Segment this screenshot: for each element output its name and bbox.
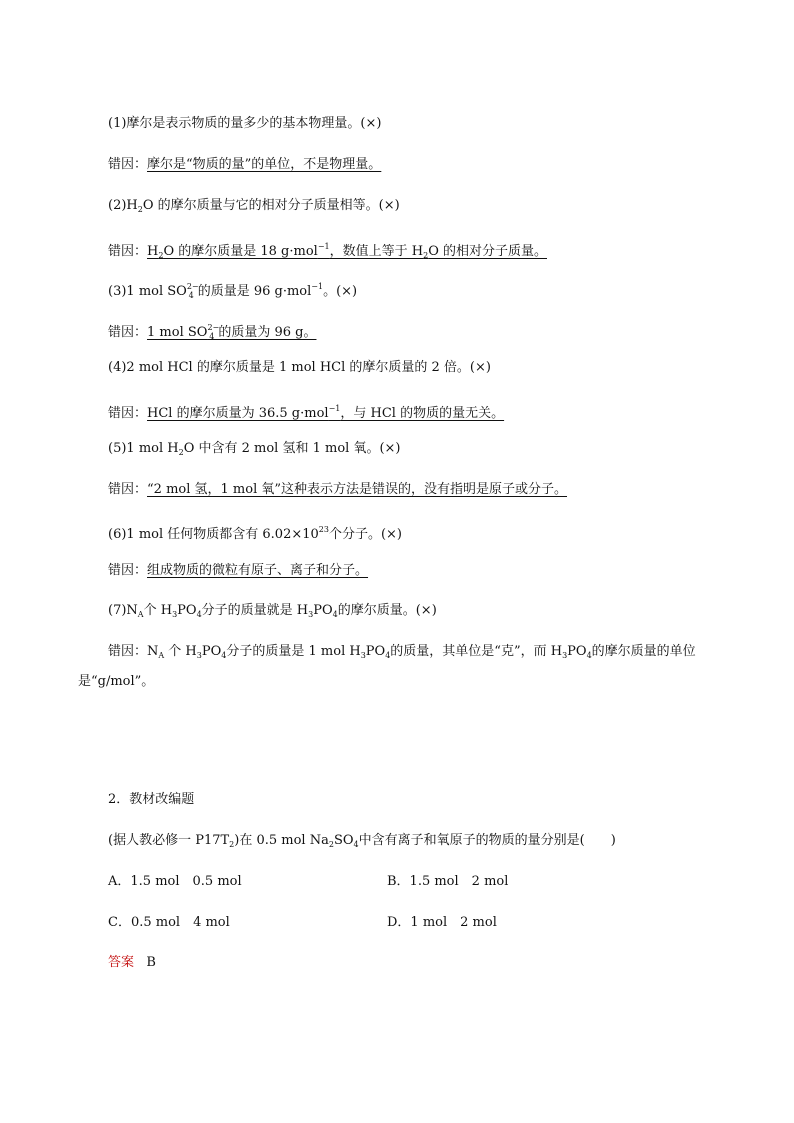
answer-value: B (146, 955, 156, 970)
reason-label: 错因： (108, 157, 148, 172)
reason-text: 1 mol $SO^{2-}_4$ 的质量为 96 g。 (147, 323, 317, 341)
option-d: D．1 mol 2 mol (387, 915, 497, 930)
item-2-reason (108, 239, 547, 264)
item-6-question: (6)1 mol 任何物质都含有 $6.02\times 10^{23}$个分子。(×) (108, 525, 403, 542)
item-5-question: (5)1 mol $H_2O$ 中含有 2 mol 氢和 1 mol 氧。(×) (108, 441, 401, 457)
answer-line (108, 955, 156, 971)
item-2-question: $(2)H_2O$ 的摩尔质量与它的相对分子质量相等。(×) (108, 198, 400, 214)
item-4-reason (108, 401, 504, 422)
option-c: C．0.5 mol 4 mol (108, 915, 230, 930)
reason-label: 错因： (108, 644, 148, 659)
reason-label: 错因： (108, 406, 148, 421)
item-1-question: (1)摩尔是表示物质的量多少的基本物理量。(×) (108, 116, 382, 131)
reason-label: 错因： (108, 563, 148, 578)
reason-text: HCl 的摩尔质量为 36.5 g·mol$^{-1}$，与 HCl 的物质的量无关。 (147, 404, 505, 421)
reason-text: $H_2O$ 的摩尔质量是 18 g·mol$^{-1}$，数值上等于 $H_2O$ 的相对分子质量。 (147, 242, 547, 260)
reason-label: 错因： (108, 325, 148, 340)
answer-label: 答案 (108, 955, 135, 970)
reason-text: 组成物质的微粒有原子、离子和分子。 (147, 563, 369, 578)
item-7-reason (78, 639, 722, 695)
question-2-heading: 2．教材改编题 (108, 792, 195, 807)
reason-text: 摩尔是“物质的量”的单位，不是物理量。 (147, 157, 382, 172)
item-1-reason (108, 157, 381, 173)
item-3-question: (3)1 mol $SO^{2-}_4$ 的质量是 96 g·mol$^{-1}$。(×) (108, 282, 358, 300)
item-6-reason (108, 563, 368, 579)
item-7-question: $(7)N_A$个 $H_3PO_4$分子的质量就是 $H_3PO_4$的摩尔质量。(×) (108, 603, 437, 619)
item-4-question: (4)2 mol HCl 的摩尔质量是 1 mol HCl 的摩尔质量的 2 倍。(×) (108, 360, 491, 375)
question-2-stem: (据人教必修一 $P17T_2$)在 0.5 mol $Na_2SO_4$中含有离子和氧原子的物质的量分别是( ) (108, 833, 616, 849)
reason-text: “2 mol 氢，1 mol 氧”这种表示方法是错误的，没有指明是原子或分子。 (147, 482, 568, 497)
reason-label: 错因： (108, 244, 148, 259)
item-5-reason (108, 482, 567, 498)
option-b: B．1.5 mol 2 mol (387, 874, 509, 889)
item-3-reason (108, 320, 316, 345)
reason-label: 错因： (108, 482, 148, 497)
reason-text: $N_A$ 个 $H_3PO_4$分子的质量是 1 mol $H_3PO_4$的质量，其单位是“克”，而 $H_3PO_4$的摩尔质量的单位是“g/mol”。 (78, 644, 696, 689)
option-a: A．1.5 mol 0.5 mol (108, 874, 242, 889)
